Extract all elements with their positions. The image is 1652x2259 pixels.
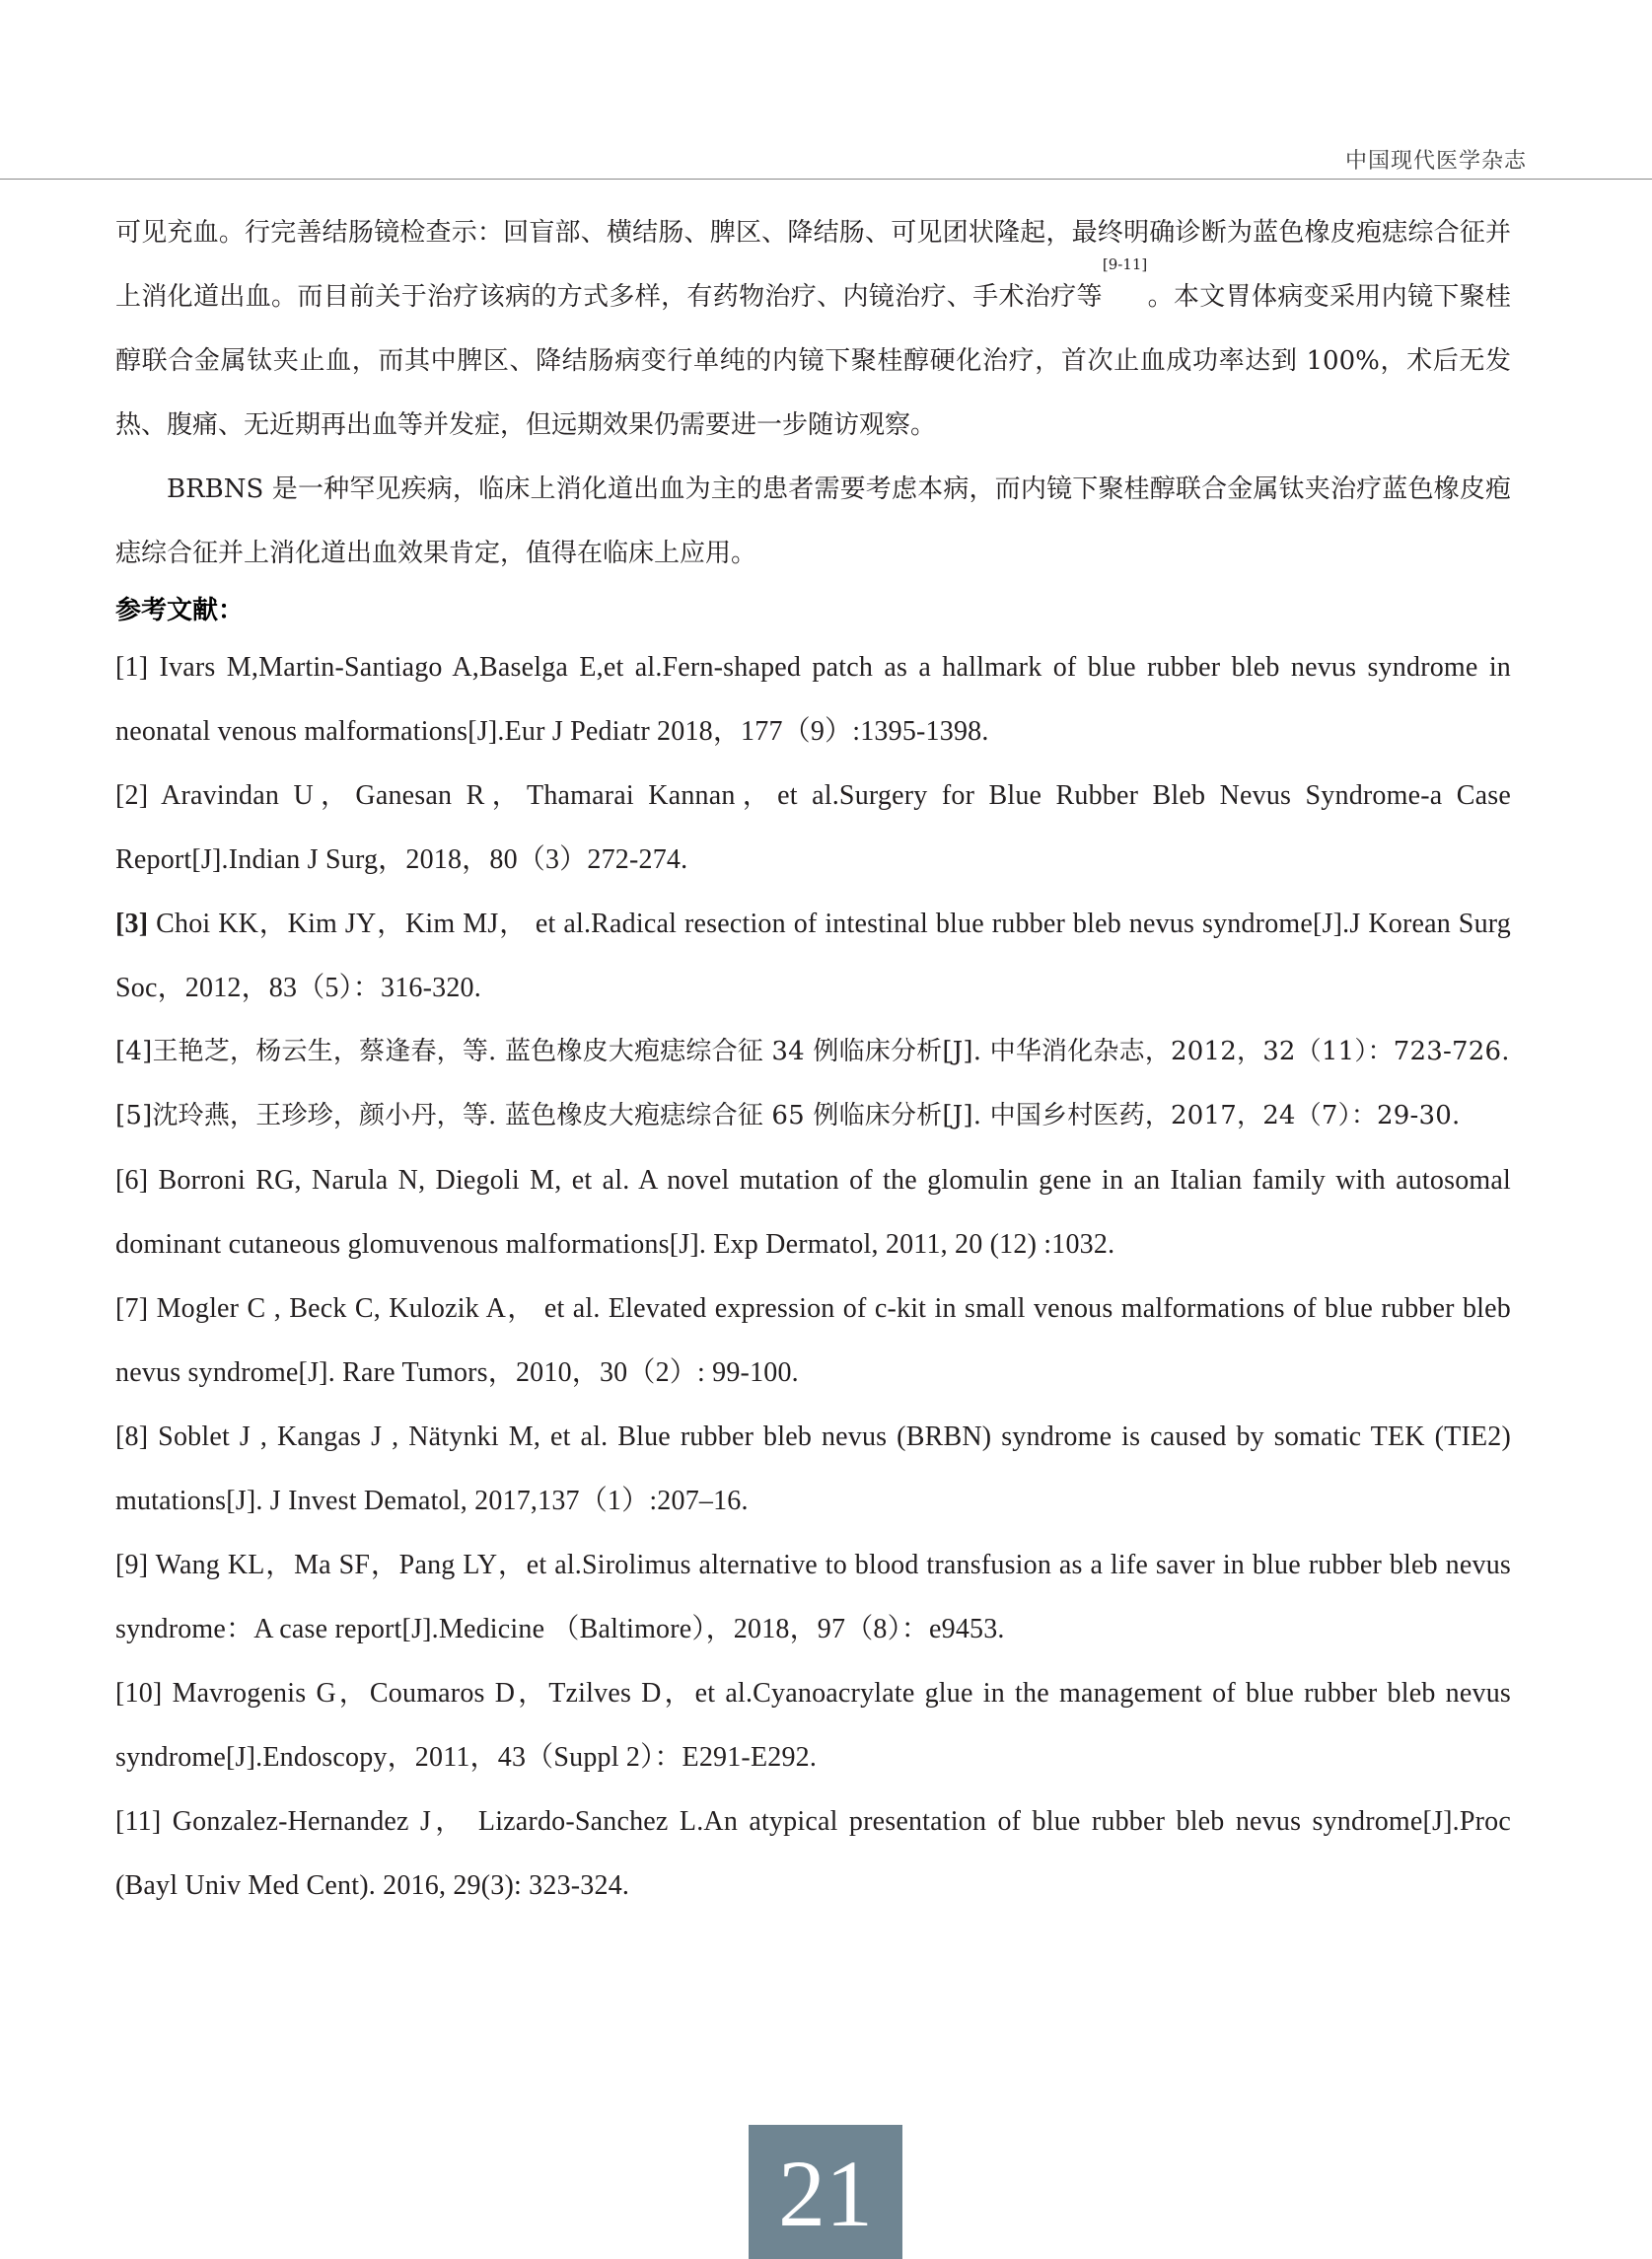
reference-number: [4] [115, 1037, 153, 1066]
reference-number: [10] [115, 1678, 163, 1709]
reference-text: Mogler C , Beck C, Kulozik A， et al. Elevated expression of c-kit in small venous malformations of blue rubber bleb nevus syndrome[J]. Rare Tumors，2010，30（2）: 99-100. [115, 1293, 1511, 1388]
page-number-box [749, 2125, 902, 2259]
reference-number: [3] [115, 909, 149, 939]
reference-text: Aravindan U，Ganesan R，Thamarai Kannan，et al.Surgery for Blue Rubber Bleb Nevus Syndrome-a Case Report[J].Indian J Surg，2018，80（3）272-274. [115, 780, 1511, 875]
reference-item-3 [115, 892, 1511, 1020]
reference-item-6 [115, 1148, 1511, 1276]
reference-item-5 [115, 1084, 1511, 1148]
reference-text: Borroni RG, Narula N, Diegoli M, et al. A novel mutation of the glomulin gene in an Italian family with autosomal dominant cutaneous glomuvenous malformations[J]. Exp Dermatol, 2011, 20 (12) :1032. [115, 1165, 1511, 1260]
reference-text: 王艳芝，杨云生，蔡逢春，等. 蓝色橡皮大疱痣综合征 34 例临床分析[J]. 中华消化杂志，2012，32（11）：723-726. [152, 1037, 1510, 1066]
references-heading: 参考文献： [115, 596, 245, 625]
reference-text: 沈玲燕，王珍珍，颜小丹，等. 蓝色橡皮大疱痣综合征 65 例临床分析[J]. 中国乡村医药，2017，24（7）：29-30. [152, 1101, 1461, 1130]
reference-text: Ivars M,Martin-Santiago A,Baselga E,et al.Fern-shaped patch as a hallmark of blue rubber bleb nevus syndrome in neonatal venous malformations[J].Eur J Pediatr 2018，177（9）:1395-1398. [115, 652, 1511, 747]
citation-9-11: [9-11] [1102, 255, 1148, 273]
reference-item-11 [115, 1789, 1511, 1918]
reference-text: Gonzalez-Hernandez J， Lizardo-Sanchez L.An atypical presentation of blue rubber bleb nevus syndrome[J].Proc (Bayl Univ Med Cent). 2016, 29(3): 323-324. [115, 1806, 1511, 1901]
body-paragraph-1 [115, 201, 1511, 458]
reference-text: Wang KL，Ma SF，Pang LY，et al.Sirolimus alternative to blood transfusion as a life saver in blue rubber bleb nevus syndrome：A case report[J].Medicine （Baltimore），2018，97（8）：e9453. [115, 1550, 1511, 1644]
reference-text: Soblet J , Kangas J , Nätynki M, et al. Blue rubber bleb nevus (BRBN) syndrome is caused by somatic TEK (TIE2) mutations[J]. J Invest Dematol, 2017,137（1）:207–16. [115, 1421, 1511, 1516]
reference-number: [9] [115, 1550, 149, 1580]
journal-header [0, 0, 1652, 180]
article-content [115, 201, 1511, 1918]
reference-number: [6] [115, 1165, 149, 1196]
page-number: 21 [778, 2141, 873, 2246]
reference-number: [5] [115, 1101, 153, 1130]
reference-item-4 [115, 1020, 1511, 1084]
reference-item-8 [115, 1405, 1511, 1533]
reference-text: Choi KK，Kim JY，Kim MJ， et al.Radical resection of intestinal blue rubber bleb nevus syndrome[J].J Korean Surg Soc，2012，83（5）：316-320. [115, 909, 1511, 1003]
reference-item-9 [115, 1533, 1511, 1661]
reference-item-7 [115, 1276, 1511, 1405]
reference-item-10 [115, 1661, 1511, 1789]
reference-text: Mavrogenis G，Coumaros D，Tzilves D，et al.Cyanoacrylate glue in the management of blue rubber bleb nevus syndrome[J].Endoscopy，2011，43（Suppl 2）：E291-E292. [115, 1678, 1511, 1773]
reference-number: [1] [115, 652, 149, 683]
paragraph-1-tail-text: 。本文胃体病变采用内镜下聚桂醇联合金属钛夹止血，而其中脾区、降结肠病变行单纯的内镜下聚桂醇硬化治疗，首次止血成功率达到 100%，术后无发热、腹痛、无近期再出血等并发症，但远期效果仍需要进一步随访观察。 [115, 282, 1511, 440]
journal-name: 中国现代医学杂志 [1344, 149, 1527, 174]
reference-item-2 [115, 764, 1511, 892]
reference-number: [11] [115, 1806, 162, 1837]
paragraph-1-main-text: 可见充血。行完善结肠镜检查示：回盲部、横结肠、脾区、降结肠、可见团状隆起，最终明确诊断为蓝色橡皮疱痣综合征并上消化道出血。而目前关于治疗该病的方式多样，有药物治疗、内镜治疗、手术治疗等 [115, 218, 1511, 312]
reference-number: [8] [115, 1421, 149, 1452]
body-paragraph-2: BRBNS 是一种罕见疾病，临床上消化道出血为主的患者需要考虑本病，而内镜下聚桂醇联合金属钛夹治疗蓝色橡皮疱痣综合征并上消化道出血效果肯定，值得在临床上应用。 [115, 474, 1511, 568]
reference-number: [2] [115, 780, 149, 811]
reference-list [115, 635, 1511, 1918]
reference-number: [7] [115, 1293, 149, 1324]
reference-item-1 [115, 635, 1511, 764]
